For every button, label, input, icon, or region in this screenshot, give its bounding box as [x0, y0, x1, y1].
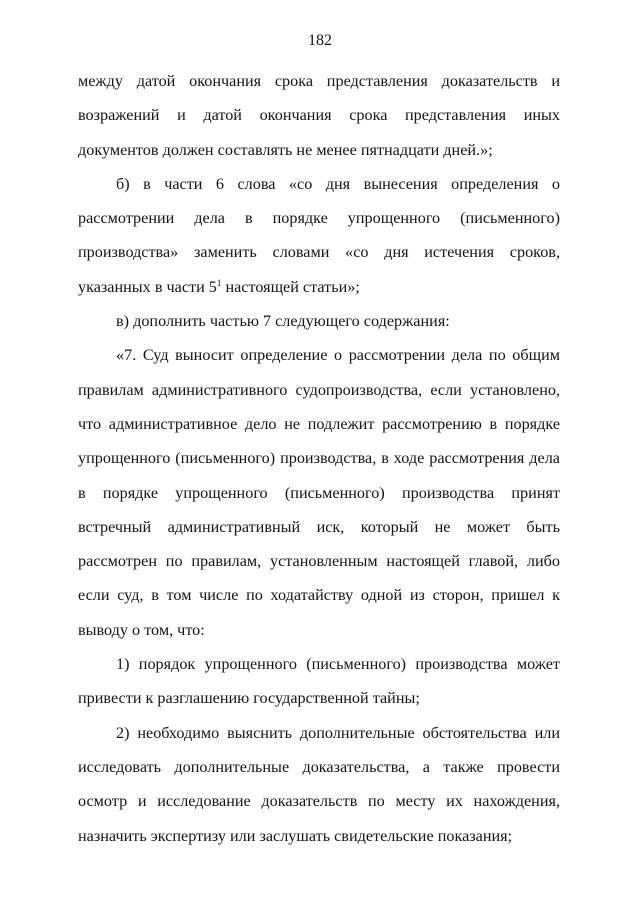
paragraph-b	[78, 167, 560, 304]
paragraph-b-text: б) в части 6 слова «со дня вынесения определения о рассмотрении дела в порядке упрощенного (письменного) производства» заменить словами «со дня истечения сроков, указанных в части 5	[78, 174, 560, 296]
paragraph-v: в) дополнить частью 7 следующего содержания:	[116, 312, 450, 331]
list-item-2: 2) необходимо выяснить дополнительные обстоятельства или исследовать дополнительные доказательства, а также провести осмотр и исследование доказательств по месту их нахождения, назначить экспертизу или заслушать свидетельские показания;	[78, 723, 560, 845]
paragraph-continuation: между датой окончания срока представления доказательств и возражений и датой окончания срока представления иных документов должен составлять не менее пятнадцати дней.»;	[78, 72, 560, 159]
paragraph-part-7: «7. Суд выносит определение о рассмотрении дела по общим правилам административного судопроизводства, если установлено, что административное дело не подлежит рассмотрению в порядке упрощенного (письменного) производства, в ходе рассмотрения дела в порядке упрощенного (письменного) производства принят встречный административный иск, который не может быть рассмотрен по правилам, установленным настоящей главой, либо если суд, в том числе по ходатайству одной из сторон, пришел к выводу о том, что:	[78, 346, 560, 639]
list-item-1: 1) порядок упрощенного (письменного) производства может привести к разглашению государственной тайны;	[78, 655, 560, 708]
superscript-1: 1	[216, 277, 222, 288]
page-number: 182	[308, 32, 332, 49]
document-body	[78, 64, 560, 853]
paragraph-b-text-after: настоящей статьи»;	[221, 277, 360, 296]
